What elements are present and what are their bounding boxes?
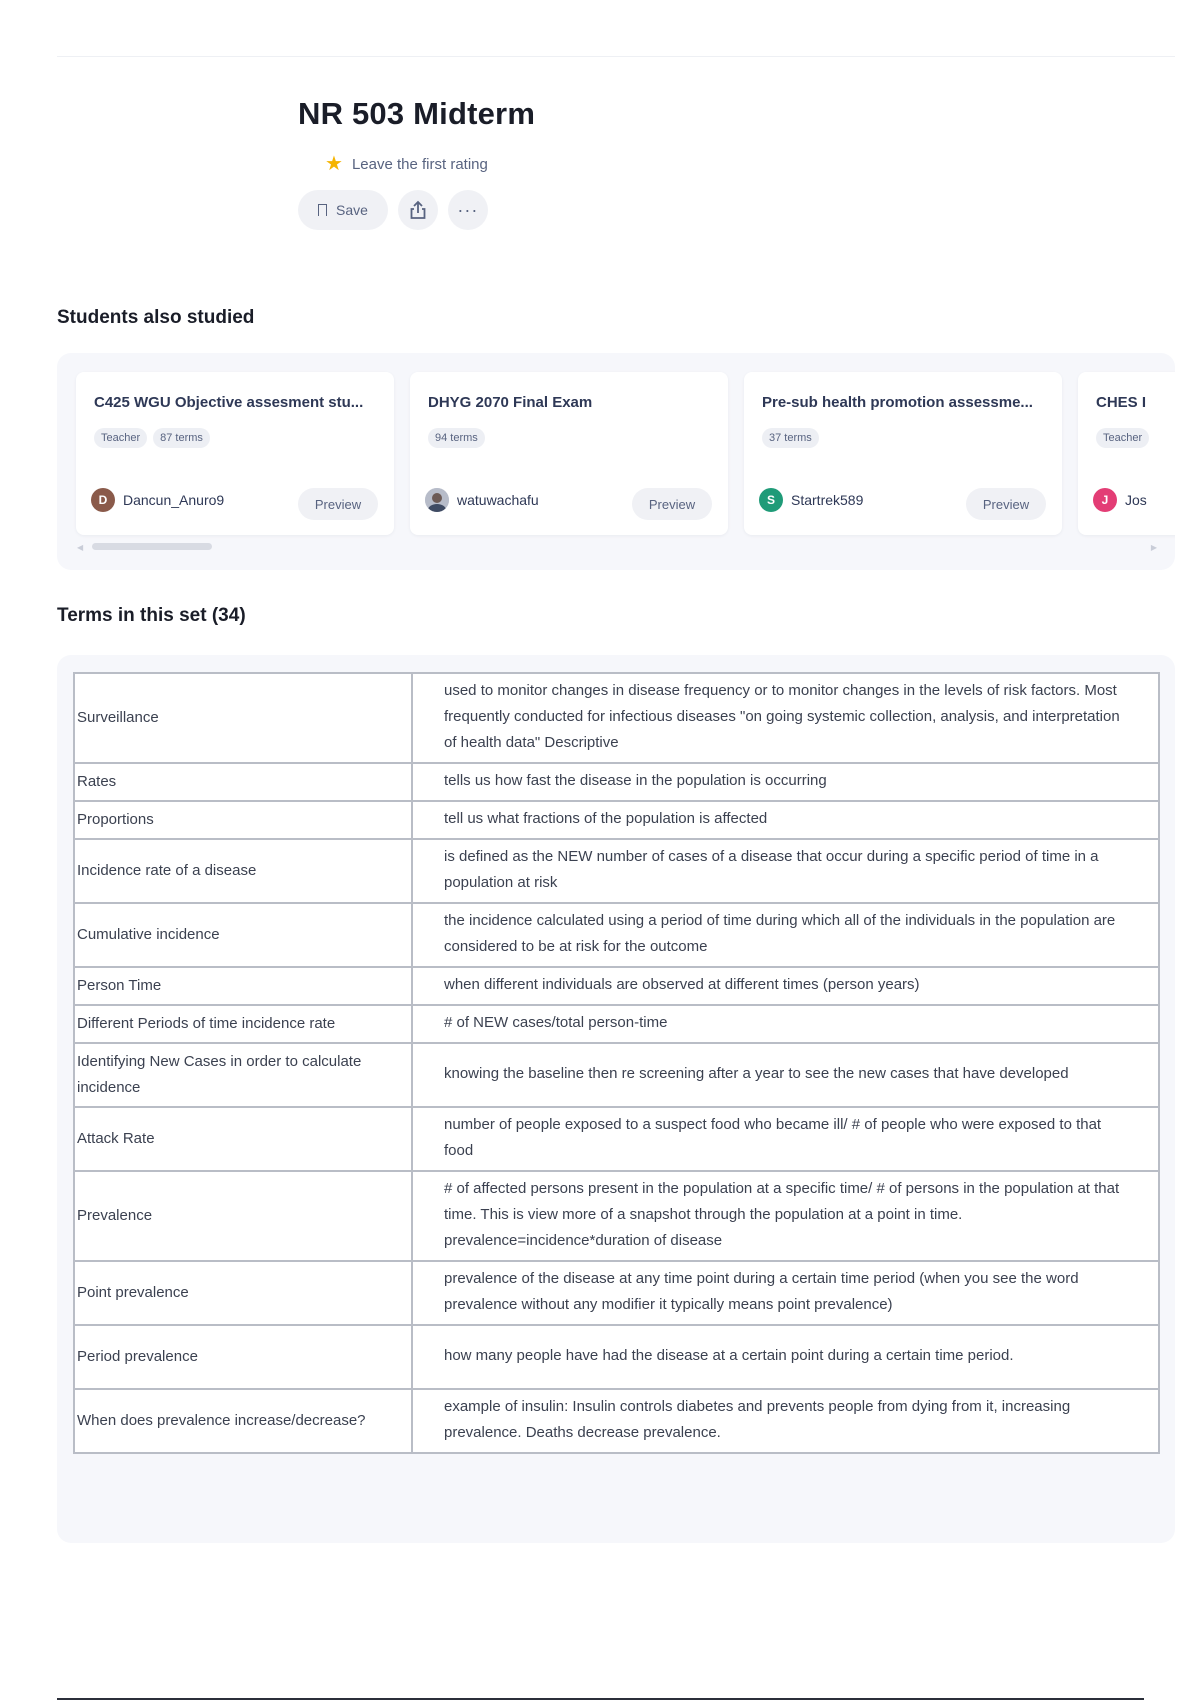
avatar	[425, 488, 449, 512]
card-title[interactable]: C425 WGU Objective assesment stu...	[94, 394, 364, 411]
table-row	[74, 1107, 1159, 1171]
scrollbar-thumb[interactable]	[92, 543, 212, 550]
preview-button[interactable]: Preview	[632, 488, 712, 520]
definition-cell: when different individuals are observed at different times (person years)	[412, 967, 1159, 1005]
terms-panel	[57, 655, 1175, 1543]
card-badges	[428, 428, 485, 448]
author-name[interactable]: Dancun_Anuro9	[123, 492, 225, 508]
preview-button[interactable]: Preview	[966, 488, 1046, 520]
avatar: J	[1093, 488, 1117, 512]
star-icon: ★	[325, 153, 343, 175]
share-icon	[409, 200, 427, 220]
card-title[interactable]: DHYG 2070 Final Exam	[428, 394, 593, 411]
term-cell: Rates	[74, 763, 412, 801]
table-row	[74, 673, 1159, 763]
avatar: D	[91, 488, 115, 512]
table-row	[74, 903, 1159, 967]
definition-cell: knowing the baseline then re screening after a year to see the new cases that have developed	[412, 1043, 1159, 1107]
definition-cell: used to monitor changes in disease frequency or to monitor changes in the levels of risk factors. Most frequently conducted for infectious diseases "on going systemic collection, analysis, and interpretation of health data" Descriptive	[412, 673, 1159, 763]
definition-cell: tells us how fast the disease in the population is occurring	[412, 763, 1159, 801]
author-name[interactable]: Jos	[1125, 492, 1147, 508]
students-also-studied-carousel	[57, 353, 1175, 570]
action-bar	[298, 190, 488, 230]
bookmark-icon	[318, 204, 327, 216]
term-cell: Surveillance	[74, 673, 412, 763]
save-button[interactable]	[298, 190, 388, 230]
term-cell: Incidence rate of a disease	[74, 839, 412, 903]
study-set-card[interactable]	[76, 372, 394, 535]
definition-cell: # of affected persons present in the population at a specific time/ # of persons in the population at that time. This is view more of a snapshot through the population at a point in time. prevalence=incidence*duration of disease	[412, 1171, 1159, 1261]
table-row	[74, 1043, 1159, 1107]
page-title: NR 503 Midterm	[298, 96, 536, 131]
user-photo-icon	[425, 488, 449, 512]
card-author[interactable]	[759, 488, 863, 512]
share-button[interactable]	[398, 190, 438, 230]
card-title[interactable]: CHES I	[1096, 394, 1147, 411]
terms-heading: Terms in this set (34)	[57, 605, 246, 626]
table-row	[74, 839, 1159, 903]
table-row	[74, 801, 1159, 839]
scroll-left-icon[interactable]: ◀	[77, 543, 84, 552]
teacher-badge: Teacher	[94, 428, 147, 448]
card-badges	[762, 428, 819, 448]
table-row	[74, 967, 1159, 1005]
card-title[interactable]: Pre-sub health promotion assessme...	[762, 394, 1033, 411]
rating[interactable]	[325, 154, 488, 174]
card-badges	[94, 428, 210, 448]
term-cell: Period prevalence	[74, 1325, 412, 1389]
study-set-card[interactable]	[1078, 372, 1175, 535]
term-cell: When does prevalence increase/decrease?	[74, 1389, 412, 1453]
term-count-badge: 37 terms	[762, 428, 819, 448]
definition-cell: # of NEW cases/total person-time	[412, 1005, 1159, 1043]
teacher-badge: Teacher	[1096, 428, 1149, 448]
carousel-scrollbar[interactable]	[77, 543, 1157, 551]
terms-table	[73, 672, 1160, 1454]
term-cell: Different Periods of time incidence rate	[74, 1005, 412, 1043]
table-row	[74, 1261, 1159, 1325]
term-cell: Point prevalence	[74, 1261, 412, 1325]
save-label: Save	[336, 202, 368, 218]
card-author[interactable]	[1093, 488, 1147, 512]
definition-cell: prevalence of the disease at any time point during a certain time period (when you see the word prevalence without any modifier it typically means point prevalence)	[412, 1261, 1159, 1325]
definition-cell: the incidence calculated using a period of time during which all of the individuals in the population are considered to be at risk for the outcome	[412, 903, 1159, 967]
definition-cell: is defined as the NEW number of cases of a disease that occur during a specific period of time in a population at risk	[412, 839, 1159, 903]
card-author[interactable]	[91, 488, 224, 512]
term-cell: Attack Rate	[74, 1107, 412, 1171]
set-header	[298, 96, 536, 220]
preview-button[interactable]: Preview	[298, 488, 378, 520]
card-badges	[1096, 428, 1149, 448]
term-cell: Person Time	[74, 967, 412, 1005]
avatar: S	[759, 488, 783, 512]
study-set-card[interactable]	[744, 372, 1062, 535]
top-divider	[57, 56, 1175, 57]
scroll-right-icon[interactable]: ▶	[1150, 543, 1157, 552]
term-cell: Prevalence	[74, 1171, 412, 1261]
term-count-badge: 87 terms	[153, 428, 210, 448]
table-row	[74, 1171, 1159, 1261]
definition-cell: tell us what fractions of the population is affected	[412, 801, 1159, 839]
table-row	[74, 1325, 1159, 1389]
author-name[interactable]: watuwachafu	[457, 492, 539, 508]
students-also-studied-heading: Students also studied	[57, 307, 255, 328]
author-name[interactable]: Startrek589	[791, 492, 864, 508]
term-cell: Cumulative incidence	[74, 903, 412, 967]
table-row	[74, 1389, 1159, 1453]
rating-label[interactable]: Leave the first rating	[351, 155, 488, 173]
definition-cell: how many people have had the disease at a certain point during a certain time period.	[412, 1325, 1159, 1389]
table-row	[74, 1005, 1159, 1043]
more-options-button[interactable]	[448, 190, 488, 230]
definition-cell: example of insulin: Insulin controls diabetes and prevents people from dying from it, increasing prevalence. Deaths decrease prevalence.	[412, 1389, 1159, 1453]
card-author[interactable]	[425, 488, 539, 512]
table-row	[74, 763, 1159, 801]
definition-cell: number of people exposed to a suspect food who became ill/ # of people who were exposed to that food	[412, 1107, 1159, 1171]
term-cell: Proportions	[74, 801, 412, 839]
more-icon: ···	[457, 199, 479, 220]
term-count-badge: 94 terms	[428, 428, 485, 448]
study-set-card[interactable]	[410, 372, 728, 535]
term-cell: Identifying New Cases in order to calculate incidence	[74, 1043, 412, 1107]
